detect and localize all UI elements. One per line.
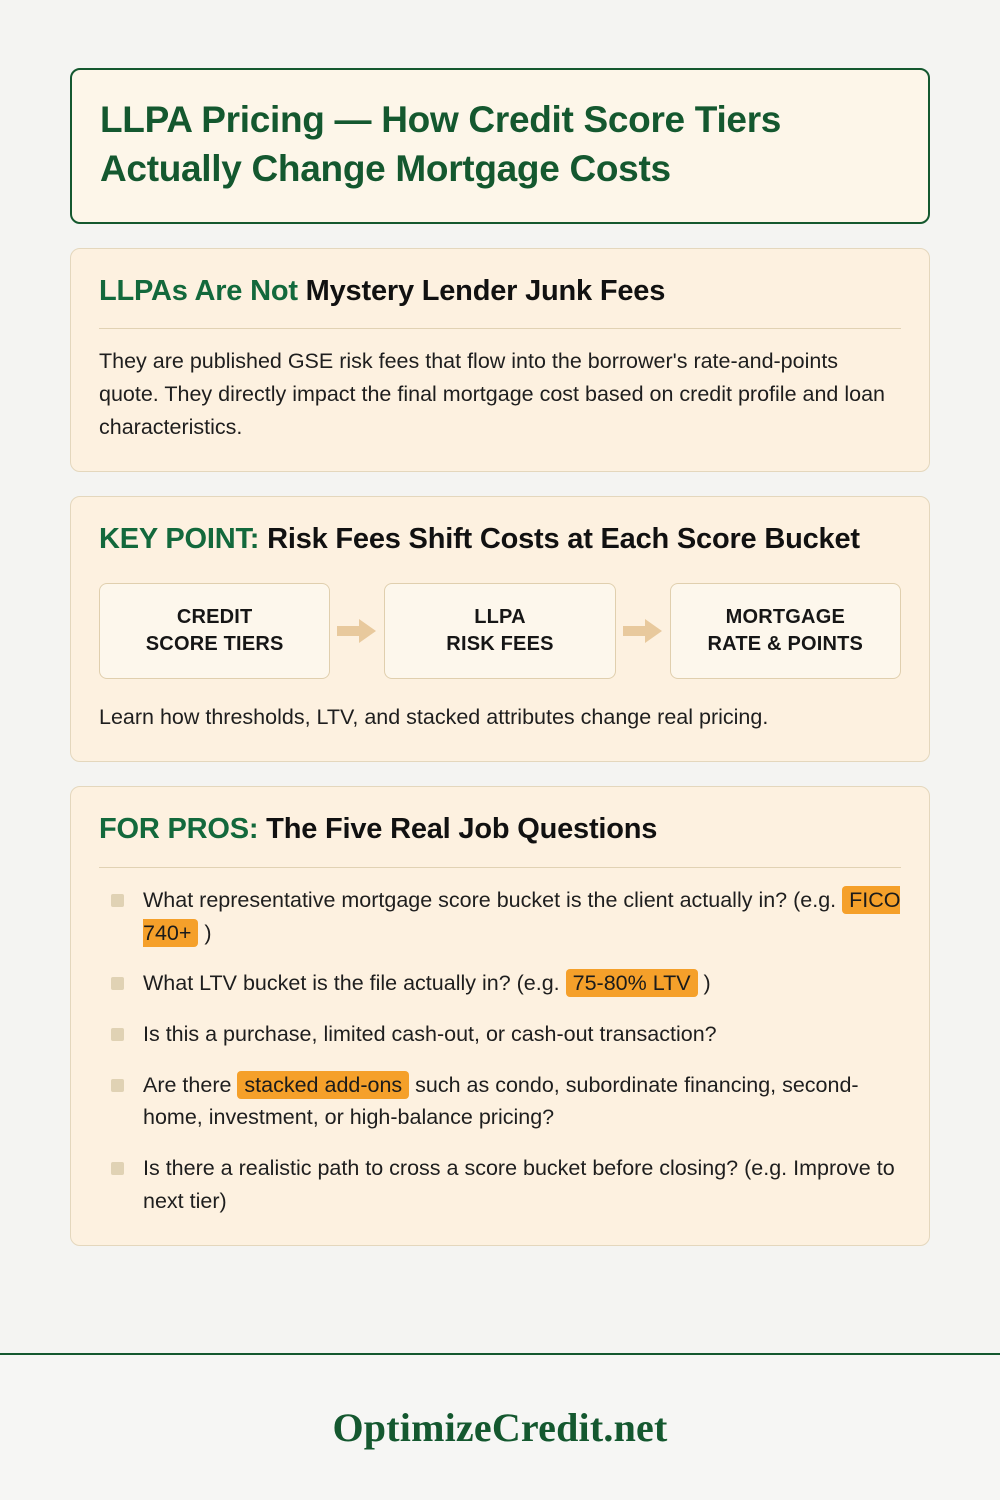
list-item: [99, 1069, 901, 1134]
list-item-highlight: stacked add-ons: [237, 1071, 409, 1099]
brand-name: OptimizeCredit.net: [332, 1405, 668, 1450]
flow-diagram: [99, 583, 901, 679]
list-item-highlight: FICO 740+: [143, 887, 901, 945]
pros-panel-heading: [99, 811, 901, 849]
flow-step-3-line2: RATE & POINTS: [707, 633, 864, 656]
intro-panel: [70, 248, 930, 473]
key-point-heading-lead: KEY POINT:: [99, 523, 260, 556]
bullet-square-icon: [111, 1028, 124, 1041]
flow-step-mortgage-rate-points: [670, 583, 901, 679]
pros-panel: [70, 786, 930, 1246]
list-item-text-pre: What LTV bucket is the file actually in? (e.g.: [143, 971, 566, 996]
key-point-heading-rest: Risk Fees Shift Costs at Each Score Bucket: [259, 523, 860, 556]
flow-step-1-line2: SCORE TIERS: [145, 633, 284, 656]
list-item: [99, 1018, 901, 1051]
flow-step-2-line1: LLPA: [474, 606, 526, 629]
list-item-text-pre: Is this a purchase, limited cash-out, or cash-out transaction?: [143, 1022, 717, 1046]
intro-heading-rest: Mystery Lender Junk Fees: [297, 274, 666, 307]
pros-heading-rest: The Five Real Job Questions: [258, 813, 658, 846]
pros-heading-lead: FOR PROS:: [99, 813, 259, 846]
footer-bar: [0, 1353, 1000, 1500]
flow-step-3-line1: MORTGAGE: [725, 606, 845, 629]
list-item-text-pre: Is there a realistic path to cross a score bucket before closing? (e.g. Improve to next tier): [143, 1156, 895, 1213]
intro-panel-heading: [99, 273, 901, 311]
list-item: [99, 967, 901, 1000]
list-item-text-post: ): [198, 920, 212, 945]
flow-step-credit-score-tiers: [99, 583, 330, 679]
flow-step-2-line2: RISK FEES: [446, 633, 554, 656]
flow-step-1-line1: CREDIT: [176, 606, 253, 629]
intro-divider: [99, 328, 901, 329]
title-card: [70, 68, 930, 224]
key-point-note: Learn how thresholds, LTV, and stacked attributes change real pricing.: [99, 705, 769, 730]
key-point-heading: [99, 521, 901, 559]
flow-step-llpa-risk-fees: [384, 583, 615, 679]
list-item-highlight: 75-80% LTV: [566, 969, 698, 997]
bullet-square-icon: [111, 1162, 124, 1175]
page-title: LLPA Pricing — How Credit Score Tiers Actually Change Mortgage Costs: [100, 99, 782, 189]
bullet-square-icon: [111, 1079, 124, 1092]
pros-divider: [99, 867, 901, 868]
bullet-square-icon: [111, 894, 124, 907]
intro-heading-lead: LLPAs Are Not: [99, 274, 298, 307]
questions-list: [99, 884, 901, 1217]
list-item-text-pre: Are there: [143, 1072, 238, 1097]
list-item: [99, 884, 901, 949]
list-item: [99, 1152, 901, 1217]
arrow-right-icon-1: [330, 618, 384, 644]
list-item-text-post: such as condo, subordinate financing, second-home, investment, or high-balance pricing?: [143, 1072, 859, 1130]
key-point-panel: [70, 496, 930, 762]
intro-body-text: They are published GSE risk fees that flow into the borrower's rate-and-points quote. They directly impact the final mortgage cost based on credit profile and loan characteristics.: [99, 349, 885, 439]
list-item-text-post: ): [697, 971, 711, 996]
bullet-square-icon: [111, 977, 124, 990]
list-item-text-pre: What representative mortgage score bucket is the client actually in? (e.g.: [143, 887, 843, 912]
arrow-right-icon-2: [616, 618, 670, 644]
